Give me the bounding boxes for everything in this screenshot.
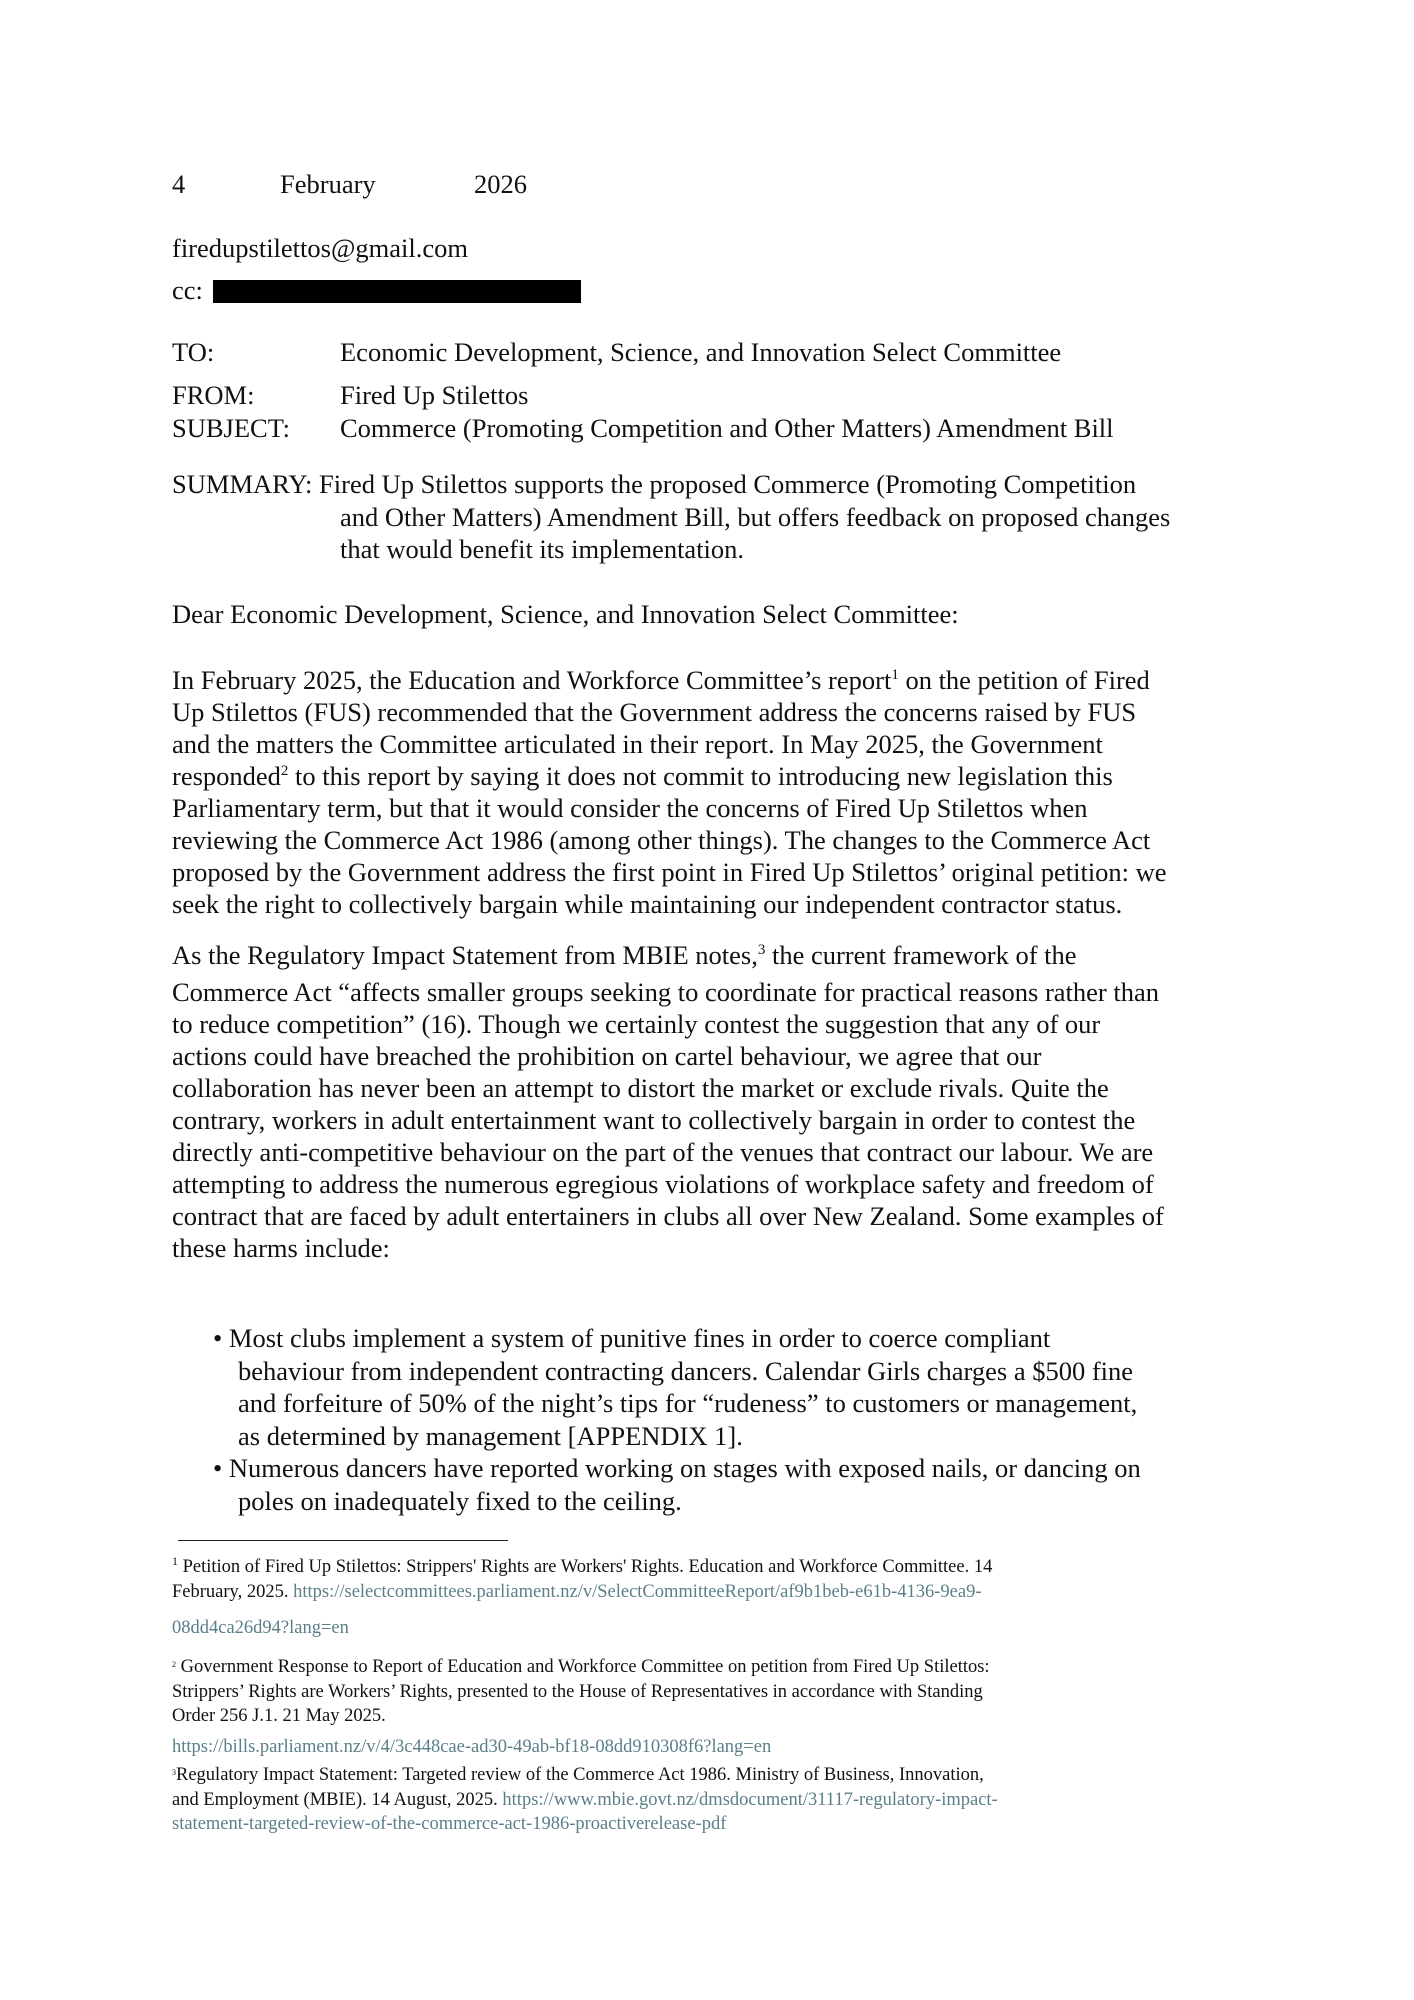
bullet-line: as determined by management [APPENDIX 1]. bbox=[238, 1420, 743, 1451]
summary-line: Fired Up Stilettos supports the proposed Commerce (Promoting Competition bbox=[319, 469, 1137, 499]
footnote-line bbox=[172, 1763, 1192, 1788]
text-segment: Government Response to Report of Education and Workforce Committee on petition from Fired Up Stilettos: bbox=[176, 1657, 990, 1677]
footnote-line bbox=[172, 1812, 1192, 1837]
bullet-line: • Most clubs implement a system of punitive fines in order to coerce compliant bbox=[213, 1323, 1051, 1353]
footnote-2 bbox=[172, 1655, 1192, 1759]
paragraph-line: Parliamentary term, but that it would consider the concerns of Fired Up Stilettos when bbox=[172, 793, 1088, 823]
subject-label: SUBJECT: bbox=[172, 413, 290, 443]
paragraph-line bbox=[172, 664, 1257, 696]
bullet-line: behaviour from independent contracting dancers. Calendar Girls charges a $500 fine bbox=[238, 1355, 1134, 1386]
to-value: Economic Development, Science, and Innovation Select Committee bbox=[340, 337, 1062, 367]
cc-redaction-bar bbox=[213, 280, 581, 303]
bullet-item-unsafe-stages bbox=[213, 1452, 1263, 1517]
sender-email: firedupstilettos@gmail.com bbox=[172, 233, 468, 263]
to-label: TO: bbox=[172, 337, 215, 367]
paragraph-line: and the matters the Committee articulated in their report. In May 2025, the Government bbox=[172, 729, 1103, 759]
footnote-line bbox=[172, 1788, 1192, 1813]
footnote-1-link-continued[interactable]: 08dd4ca26d94?lang=en bbox=[172, 1618, 349, 1638]
footnote-line bbox=[172, 1655, 1192, 1680]
footnote-line bbox=[172, 1555, 1192, 1580]
footnote-3-link[interactable]: https://www.mbie.govt.nz/dmsdocument/31117-regulatory-impact- bbox=[502, 1789, 998, 1810]
date-day: 4 bbox=[172, 169, 186, 199]
paragraph-line: to reduce competition” (16). Though we certainly contest the suggestion that any of our bbox=[172, 1009, 1101, 1039]
cc-label: cc: bbox=[172, 275, 203, 305]
text-segment: Regulatory Impact Statement: Targeted review of the Commerce Act 1986. Ministry of Business, Innovation, bbox=[176, 1765, 984, 1785]
text-segment: Petition of Fired Up Stilettos: Strippers' Rights are Workers' Rights. Education and Workforce Committee. 14 bbox=[178, 1557, 993, 1577]
paragraph-line: attempting to address the numerous egregious violations of workplace safety and freedom of bbox=[172, 1169, 1154, 1199]
paragraph-line: contract that are faced by adult entertainers in clubs all over New Zealand. Some examples of bbox=[172, 1201, 1164, 1231]
body-paragraph-1 bbox=[172, 664, 1257, 920]
footnote-line bbox=[172, 1735, 1192, 1760]
salutation: Dear Economic Development, Science, and Innovation Select Committee: bbox=[172, 599, 959, 629]
bullet-line: poles on inadequately fixed to the ceiling. bbox=[238, 1485, 682, 1516]
footnote-1 bbox=[172, 1555, 1192, 1641]
from-label: FROM: bbox=[172, 380, 255, 410]
text-segment: to this report by saying it does not commit to introducing new legislation this bbox=[288, 761, 1113, 791]
text-segment: and Employment (MBIE). 14 August, 2025. bbox=[172, 1789, 503, 1810]
paragraph-line: contrary, workers in adult entertainment want to collectively bargain in order to contest the bbox=[172, 1105, 1136, 1135]
body-paragraph-2 bbox=[172, 939, 1257, 1264]
text-segment: As the Regulatory Impact Statement from MBIE notes, bbox=[172, 940, 758, 970]
footnote-ref-3[interactable]: 3 bbox=[757, 942, 766, 958]
paragraph-line: Commerce Act “affects smaller groups seeking to coordinate for practical reasons rather than bbox=[172, 977, 1159, 1007]
footnote-line: Strippers’ Rights are Workers’ Rights, presented to the House of Representatives in accordance with Standing bbox=[172, 1681, 983, 1702]
summary-line: that would benefit its implementation. bbox=[340, 534, 745, 564]
bullet-item-fines bbox=[213, 1322, 1263, 1452]
footnote-ref-2[interactable]: 2 bbox=[280, 763, 289, 779]
footnote-2-link[interactable]: https://bills.parliament.nz/v/4/3c448cae-ad30-49ab-bf18-08dd910308f6?lang=en bbox=[172, 1736, 772, 1757]
harms-bullet-list bbox=[213, 1322, 1263, 1517]
paragraph-line: proposed by the Government address the first point in Fired Up Stilettos’ original petition: we bbox=[172, 857, 1167, 887]
footnote-1-link[interactable]: https://selectcommittees.parliament.nz/v/SelectCommitteeReport/af9b1beb-e61b-4136-9ea9- bbox=[293, 1581, 982, 1602]
paragraph-line: actions could have breached the prohibition on cartel behaviour, we agree that our bbox=[172, 1041, 1042, 1071]
footnote-number: 3 bbox=[172, 1768, 176, 1777]
footnote-number: 1 bbox=[172, 1554, 178, 1568]
date-year: 2026 bbox=[474, 169, 527, 199]
footnote-separator bbox=[178, 1540, 508, 1541]
paragraph-line: seek the right to collectively bargain while maintaining our independent contractor status. bbox=[172, 889, 1123, 919]
footnote-3-link-continued[interactable]: statement-targeted-review-of-the-commerce-act-1986-proactiverelease-pdf bbox=[172, 1814, 727, 1834]
paragraph-line: reviewing the Commerce Act 1986 (among other things). The changes to the Commerce Act bbox=[172, 825, 1151, 855]
paragraph-line bbox=[172, 760, 1257, 792]
text-segment: on the petition of Fired bbox=[898, 665, 1150, 695]
footnote-ref-1[interactable]: 1 bbox=[891, 667, 899, 683]
text-segment: February, 2025. bbox=[172, 1581, 294, 1602]
summary-label: SUMMARY: bbox=[172, 469, 313, 499]
summary-block bbox=[172, 468, 1252, 566]
footnote-number: 2 bbox=[172, 1660, 176, 1669]
paragraph-line: collaboration has never been an attempt to distort the market or exclude rivals. Quite the bbox=[172, 1073, 1109, 1103]
from-value: Fired Up Stilettos bbox=[340, 380, 529, 410]
text-segment: In February 2025, the Education and Workforce Committee’s report bbox=[172, 665, 892, 695]
date-month: February bbox=[280, 169, 376, 199]
footnote-line bbox=[172, 1616, 1192, 1641]
text-segment: the current framework of the bbox=[765, 940, 1077, 970]
paragraph-line: these harms include: bbox=[172, 1233, 390, 1263]
summary-line: and Other Matters) Amendment Bill, but offers feedback on proposed changes bbox=[340, 501, 1171, 532]
bullet-line: • Numerous dancers have reported working on stages with exposed nails, or dancing on bbox=[213, 1453, 1141, 1483]
subject-value: Commerce (Promoting Competition and Other Matters) Amendment Bill bbox=[340, 413, 1114, 443]
paragraph-line bbox=[172, 939, 1257, 971]
paragraph-line: Up Stilettos (FUS) recommended that the Government address the concerns raised by FUS bbox=[172, 697, 1137, 727]
bullet-line: and forfeiture of 50% of the night’s tips for “rudeness” to customers or management, bbox=[238, 1388, 1138, 1418]
text-segment: responded bbox=[172, 761, 281, 791]
footnote-line bbox=[172, 1580, 1192, 1605]
footnote-line: Order 256 J.1. 21 May 2025. bbox=[172, 1706, 386, 1726]
footnote-3 bbox=[172, 1763, 1192, 1837]
paragraph-line: directly anti-competitive behaviour on the part of the venues that contract our labour. We are bbox=[172, 1137, 1154, 1167]
